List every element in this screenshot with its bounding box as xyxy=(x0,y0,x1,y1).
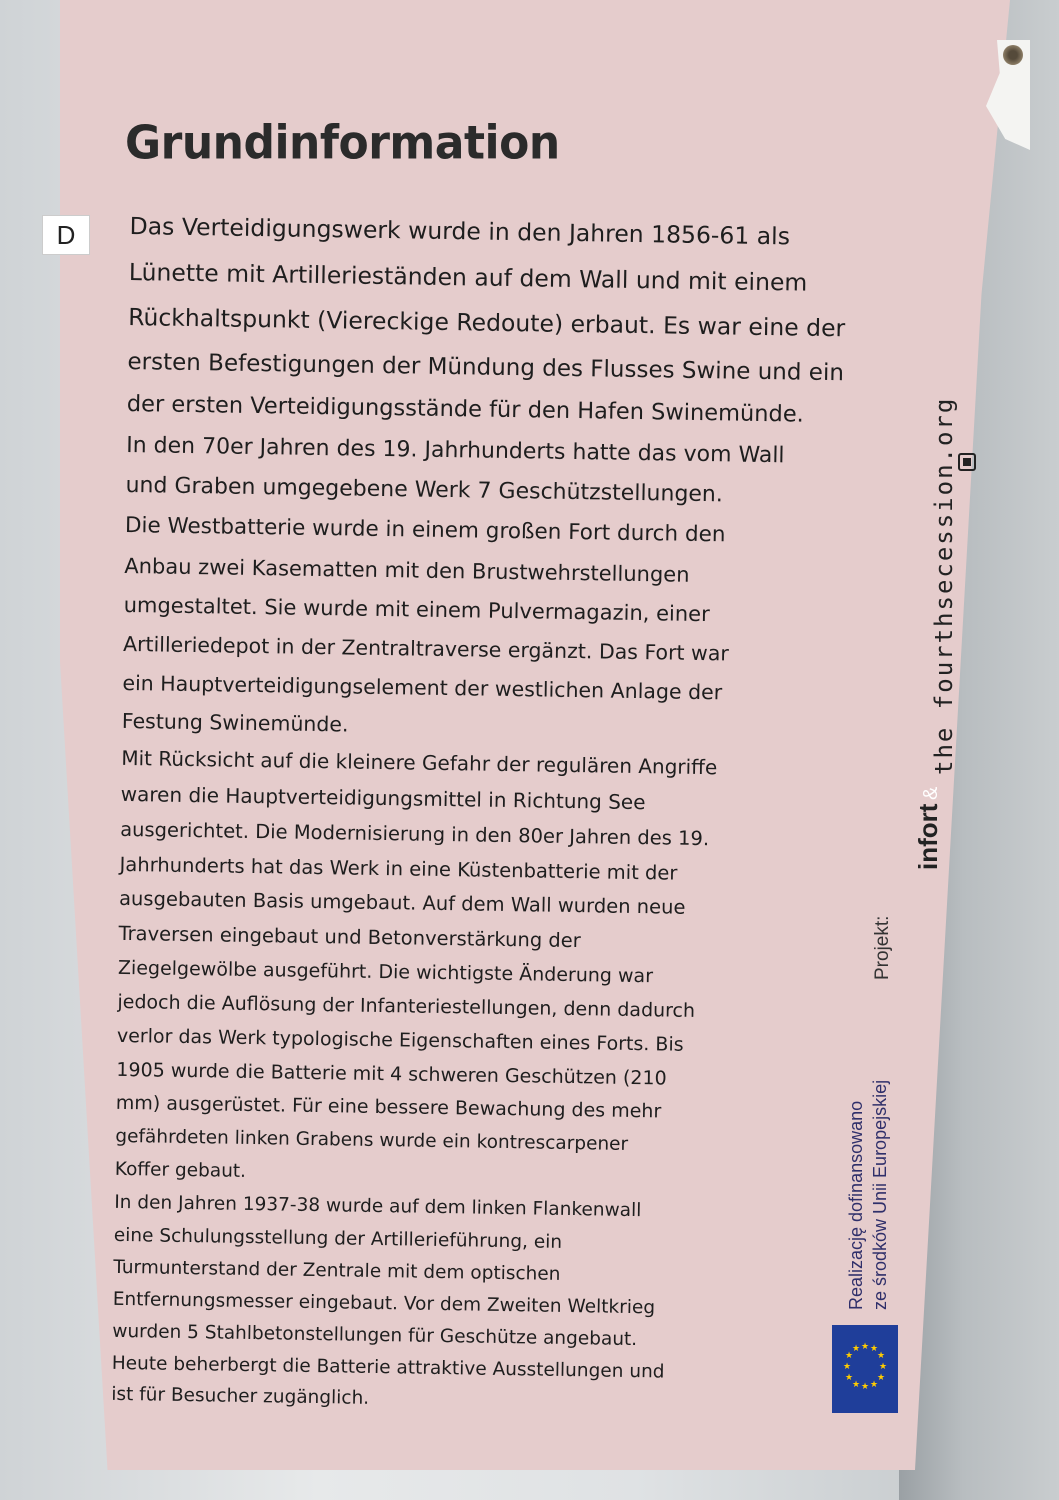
text-line: Anbau zwei Kasematten mit den Brustwehrstellungen xyxy=(124,553,690,587)
funding-text-line1: Realizację dofinansowano xyxy=(846,1100,866,1310)
text-line: Jahrhunderts hat das Werk in eine Küstenbatterie mit der xyxy=(119,852,678,885)
fourthsecession-emblem-icon xyxy=(958,453,976,471)
text-line: Mit Rücksicht auf die kleinere Gefahr der regulären Angriffe xyxy=(121,745,718,779)
funding-text-line2: ze środków Unii Europejskiej xyxy=(870,1079,890,1310)
text-line: In den Jahren 1937-38 wurde auf dem linken Flankenwall xyxy=(114,1191,642,1221)
text-line: Koffer gebaut. xyxy=(114,1158,247,1182)
text-line: Artilleriedepot in der Zentraltraverse ergänzt. Das Fort war xyxy=(122,631,729,665)
text-line: ein Hauptverteidigungselement der westlichen Anlage der xyxy=(122,670,723,704)
text-line: eine Schulungsstellung der Artillerieführung, ein xyxy=(113,1224,563,1253)
text-line: Rückhaltspunkt (Viereckige Redoute) erbaut. Es war eine der xyxy=(128,302,846,343)
text-line: der ersten Verteidigungsstände für den Hafen Swinemünde. xyxy=(126,390,805,428)
infort-logo: infort xyxy=(913,803,943,870)
sign-title: Grundinformation xyxy=(125,116,560,171)
text-line: waren die Hauptverteidigungsmittel in Richtung See xyxy=(120,781,646,814)
text-line: Die Westbatterie wurde in einem großen Fort durch den xyxy=(124,512,726,547)
text-line: wurden 5 Stahlbetonstellungen für Geschütze angebaut. xyxy=(112,1320,638,1350)
text-line: Ziegelgewölbe ausgeführt. Die wichtigste Änderung war xyxy=(117,956,654,987)
text-line: umgestaltet. Sie wurde mit einem Pulvermagazin, einer xyxy=(123,592,710,626)
text-line: ersten Befestigungen der Mündung des Flusses Swine und ein xyxy=(127,348,845,386)
text-line: mm) ausgerüstet. Für eine bessere Bewachung des mehr xyxy=(115,1091,662,1122)
ampersand: & xyxy=(920,786,942,800)
text-line: gefährdeten linken Grabens wurde ein kontrescarpener xyxy=(115,1125,629,1155)
text-line: Heute beherbergt die Batterie attraktive Ausstellungen und xyxy=(111,1352,665,1383)
eu-flag-icon: ★ ★ ★ ★ ★ ★ ★ ★ ★ ★ ★ ★ xyxy=(832,1325,898,1413)
text-line: 1905 wurde die Batterie mit 4 schweren Geschützen (210 xyxy=(116,1058,667,1090)
text-line: verlor das Werk typologische Eigenschaften eines Forts. Bis xyxy=(116,1024,684,1056)
text-line: Lünette mit Artillerieständen auf dem Wall und mit einem xyxy=(128,257,808,297)
text-line: ist für Besucher zugänglich. xyxy=(111,1383,370,1409)
text-line: In den 70er Jahren des 19. Jahrhunderts hatte das vom Wall xyxy=(126,432,785,468)
text-line: Festung Swinemünde. xyxy=(121,708,349,736)
screw xyxy=(1003,45,1023,65)
fourthsecession-logo: the fourthsecession.org xyxy=(930,396,958,775)
sign-body-text xyxy=(111,204,860,1421)
text-line: Turmunterstand der Zentrale mit dem optischen xyxy=(113,1256,561,1285)
text-line: jedoch die Auflösung der Infanteriestellungen, denn dadurch xyxy=(117,990,696,1022)
projekt-label: Projekt: xyxy=(872,915,893,980)
text-line: ausgerichtet. Die Modernisierung in den 80er Jahren des 19. xyxy=(120,817,710,850)
text-line: ausgebauten Basis umgebaut. Auf dem Wall wurden neue xyxy=(118,886,686,919)
language-tag: D xyxy=(42,215,90,255)
text-line: Traversen eingebaut und Betonverstärkung der xyxy=(118,921,581,952)
text-line: Entfernungsmesser eingebaut. Vor dem Zweiten Weltkrieg xyxy=(112,1288,656,1318)
text-line: und Graben umgegebene Werk 7 Geschützstellungen. xyxy=(125,472,724,507)
text-line: Das Verteidigungswerk wurde in den Jahren 1856-61 als xyxy=(129,211,791,251)
